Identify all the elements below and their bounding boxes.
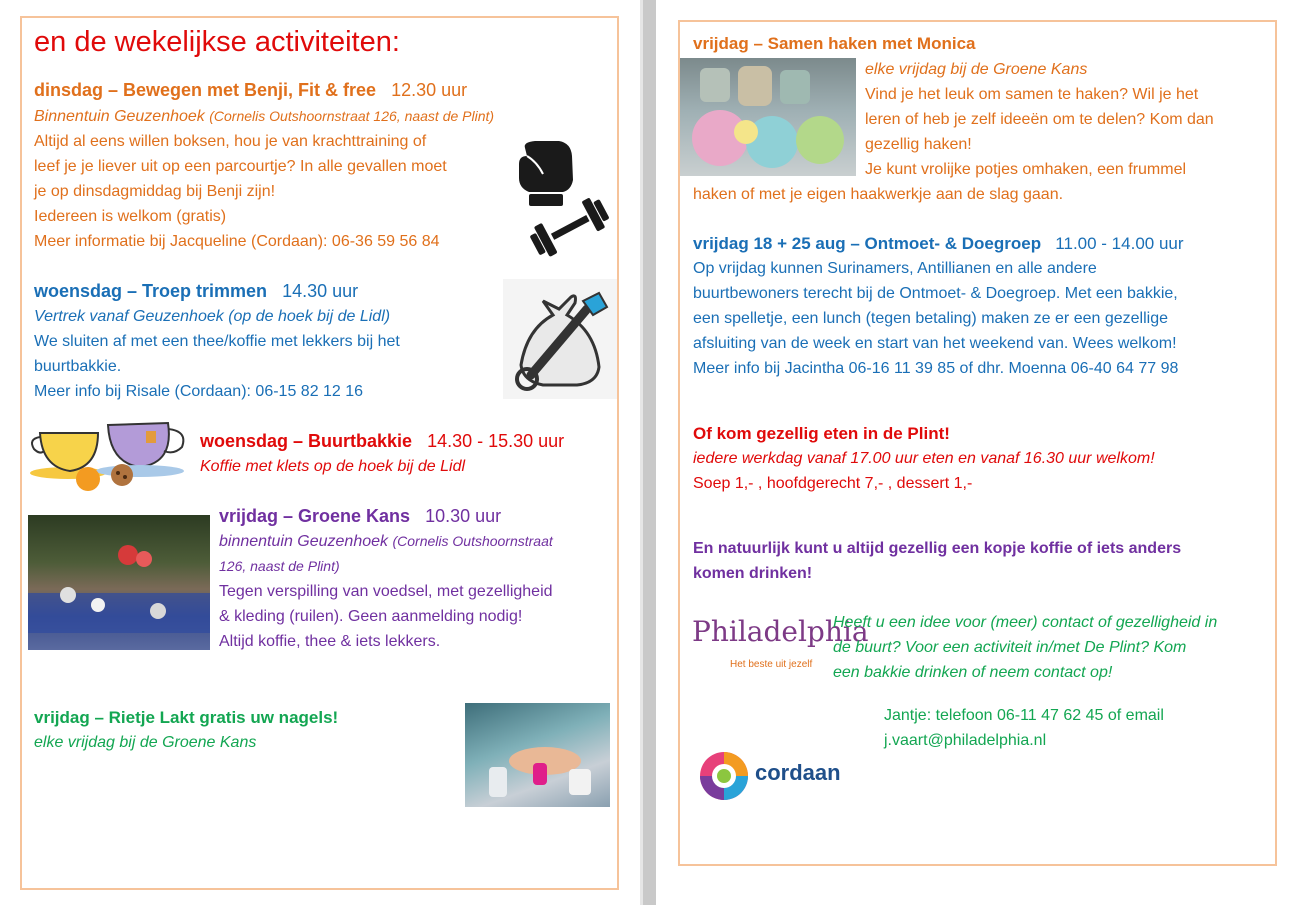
benji-time: 12.30 uur bbox=[391, 80, 468, 100]
philadelphia-logo: Philadelphia bbox=[692, 615, 869, 648]
troep-title: woensdag – Troep trimmen bbox=[34, 281, 268, 301]
troep-subtitle: Vertrek vanaf Geuzenhoek (op de hoek bij de Lidl) bbox=[34, 308, 391, 325]
troep-time: 14.30 uur bbox=[282, 281, 359, 301]
benji-line: Iedereen is welkom (gratis) bbox=[34, 208, 227, 225]
ontmoet-title-row bbox=[693, 231, 1184, 256]
benji-line: Meer informatie bij Jacqueline (Cordaan): 06-36 59 56 84 bbox=[34, 233, 440, 250]
ontmoet-time: 11.00 - 14.00 uur bbox=[1055, 234, 1184, 253]
cordaan-logo-icon bbox=[698, 750, 750, 802]
benji-line: Altijd al eens willen boksen, hou je van krachttraining of bbox=[34, 133, 427, 150]
teacups-icon bbox=[28, 415, 188, 493]
ontmoet-line: Op vrijdag kunnen Surinamers, Antillianen en alle andere bbox=[693, 260, 1097, 277]
ontmoet-line: Meer info bij Jacintha 06-16 11 39 85 of dhr. Moenna 06-40 64 77 98 bbox=[693, 360, 1179, 377]
market-photo bbox=[28, 515, 210, 650]
troep-line: Meer info bij Risale (Cordaan): 06-15 82 12 16 bbox=[34, 383, 364, 400]
benji-location-row bbox=[34, 104, 494, 129]
rietje-title: vrijdag – Rietje Lakt gratis uw nagels! bbox=[34, 708, 339, 727]
groene-line: Tegen verspilling van voedsel, met gezelligheid bbox=[219, 583, 553, 600]
haken-line: Je kunt vrolijke potjes omhaken, een frummel bbox=[865, 161, 1187, 178]
benji-title: dinsdag – Bewegen met Benji, Fit & free bbox=[34, 80, 377, 100]
groene-title: vrijdag – Groene Kans bbox=[219, 506, 411, 526]
eten-prices: Soep 1,- , hoofdgerecht 7,- , dessert 1,- bbox=[693, 475, 973, 492]
groene-time: 10.30 uur bbox=[425, 506, 502, 526]
troep-line: We sluiten af met een thee/koffie met lekkers bij het bbox=[34, 333, 400, 350]
koffie-line: En natuurlijk kunt u altijd gezellig een kopje koffie of iets anders bbox=[693, 540, 1182, 557]
haken-title: vrijdag – Samen haken met Monica bbox=[693, 34, 976, 53]
groene-location-row bbox=[219, 529, 553, 554]
groene-line: Altijd koffie, thee & iets lekkers. bbox=[219, 633, 441, 650]
bakkie-subtitle: Koffie met klets op de hoek bij de Lidl bbox=[200, 458, 466, 475]
bakkie-time: 14.30 - 15.30 uur bbox=[427, 431, 565, 451]
haken-line: Vind je het leuk om samen te haken? Wil je het bbox=[865, 86, 1199, 103]
groene-location-detail: 126, naast de Plint) bbox=[219, 558, 340, 574]
ontmoet-line: een spelletje, een lunch (tegen betaling) maken ze er een gezellige bbox=[693, 310, 1168, 327]
bakkie-title-row bbox=[200, 429, 564, 454]
haken-last-line: haken of met je eigen haakwerkje aan de slag gaan. bbox=[693, 186, 1064, 203]
groene-title-row bbox=[219, 504, 501, 529]
haken-line: gezellig haken! bbox=[865, 136, 972, 153]
contact-phone: Jantje: telefoon 06-11 47 62 45 of email bbox=[884, 707, 1164, 724]
trash-bag-wrench-icon bbox=[503, 279, 617, 399]
contact-line: een bakkie drinken of neem contact op! bbox=[833, 664, 1113, 681]
troep-title-row bbox=[34, 279, 358, 304]
benji-line: je op dinsdagmiddag bij Benji zijn! bbox=[34, 183, 276, 200]
nails-photo bbox=[465, 703, 610, 807]
benji-title-row bbox=[34, 78, 467, 103]
ontmoet-line: buurtbewoners terecht bij de Ontmoet- & Doegroep. Met een bakkie, bbox=[693, 285, 1178, 302]
haken-line: leren of heb je zelf ideeën om te delen? Kom dan bbox=[865, 111, 1214, 128]
groene-location-detail: (Cornelis Outshoornstraat bbox=[392, 533, 553, 549]
benji-location: Binnentuin Geuzenhoek bbox=[34, 108, 205, 125]
ontmoet-line: afsluiting van de week en start van het weekend van. Wees welkom! bbox=[693, 335, 1177, 352]
dumbbell-icon bbox=[528, 196, 612, 258]
haken-subtitle: elke vrijdag bij de Groene Kans bbox=[865, 61, 1088, 78]
eten-subtitle: iedere werkdag vanaf 17.00 uur eten en vanaf 16.30 uur welkom! bbox=[693, 450, 1155, 467]
contact-email: j.vaart@philadelphia.nl bbox=[884, 732, 1047, 749]
crochet-photo bbox=[680, 58, 856, 176]
benji-location-detail: (Cornelis Outshoornstraat 126, naast de Plint) bbox=[209, 108, 495, 124]
page-heading: en de wekelijkse activiteiten: bbox=[34, 26, 400, 58]
groene-line: & kleding (ruilen). Geen aanmelding nodig! bbox=[219, 608, 523, 625]
troep-line: buurtbakkie. bbox=[34, 358, 122, 375]
contact-line: de buurt? Voor een activiteit in/met De Plint? Kom bbox=[833, 639, 1187, 656]
philadelphia-tagline: Het beste uit jezelf bbox=[730, 659, 813, 670]
groene-location: binnentuin Geuzenhoek bbox=[219, 533, 389, 550]
ontmoet-title: vrijdag 18 + 25 aug – Ontmoet- & Doegroep bbox=[693, 234, 1042, 253]
bakkie-title: woensdag – Buurtbakkie bbox=[200, 431, 413, 451]
cordaan-logo: cordaan bbox=[755, 760, 841, 785]
eten-title: Of kom gezellig eten in de Plint! bbox=[693, 424, 950, 443]
page-gutter bbox=[640, 0, 656, 905]
rietje-subtitle: elke vrijdag bij de Groene Kans bbox=[34, 734, 257, 751]
koffie-line: komen drinken! bbox=[693, 565, 813, 582]
benji-line: leef je je liever uit op een parcourtje? In alle gevallen moet bbox=[34, 158, 447, 175]
contact-line: Heeft u een idee voor (meer) contact of gezelligheid in bbox=[833, 614, 1218, 631]
